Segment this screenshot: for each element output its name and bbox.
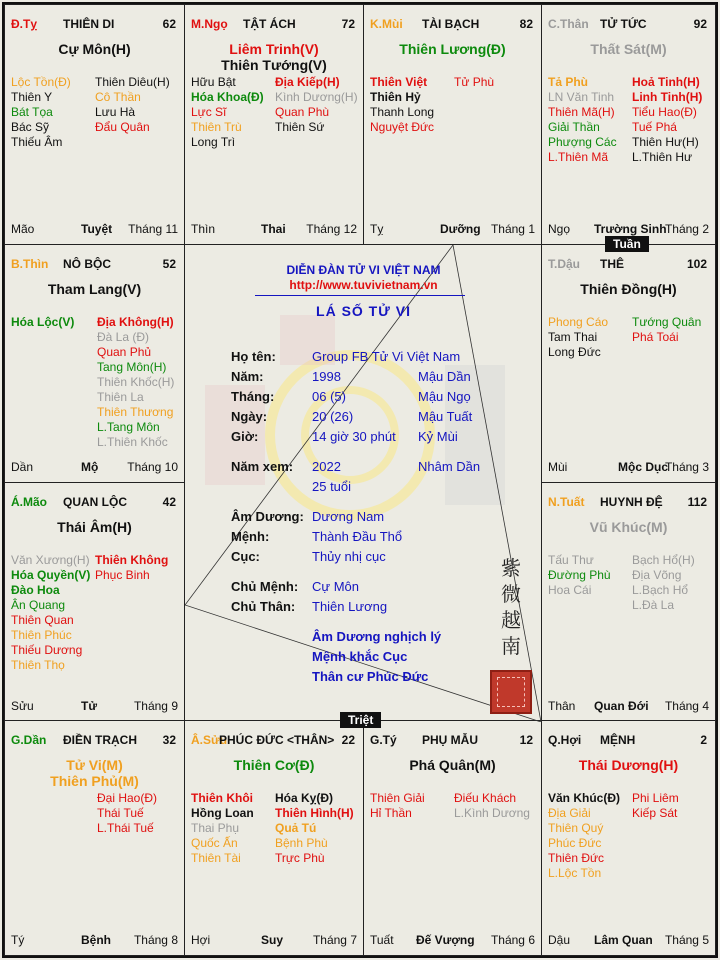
main-stars — [542, 519, 715, 535]
star: Tướng Quân — [632, 315, 702, 329]
palace-can: K.Mùi — [370, 17, 403, 31]
star: L.Lộc Tồn — [548, 866, 602, 880]
star: L.Thái Tuế — [97, 821, 154, 835]
star: Lộc Tồn(Đ) — [11, 75, 71, 89]
star: Cô Thần — [95, 90, 141, 104]
star: L.Thiên Hư — [632, 150, 693, 164]
palace-can: Á.Mão — [11, 495, 47, 509]
palace-mui[interactable] — [541, 244, 716, 483]
palace-branch: Ngọ — [548, 222, 571, 236]
star: Địa Giải — [548, 806, 591, 820]
star-column-left — [548, 315, 608, 360]
forum-title: DIỄN ĐÀN TỬ VI VIỆT NAM — [286, 263, 441, 277]
star-column-right — [632, 553, 695, 613]
star: Tử Phù — [454, 75, 495, 89]
star: Linh Tinh(H) — [632, 90, 703, 104]
star: Long Trì — [191, 135, 236, 149]
main-stars — [364, 757, 541, 773]
palace-month: Tháng 3 — [664, 460, 709, 474]
info-label: Năm: — [231, 369, 264, 384]
star: Quốc Ấn — [191, 836, 238, 850]
info-label: Cục: — [231, 549, 260, 564]
palace-number: 72 — [341, 17, 355, 31]
main-stars — [5, 281, 184, 297]
info-label: Tháng: — [231, 389, 275, 404]
main-stars — [5, 519, 184, 535]
star: Lực Sĩ — [191, 105, 227, 119]
star: Tả Phù — [548, 75, 589, 89]
star: Thiên Thọ — [11, 658, 65, 672]
star: Văn Khúc(Đ) — [548, 791, 620, 805]
palace-can: M.Ngọ — [191, 17, 228, 31]
star: L.Bạch Hổ — [632, 583, 689, 597]
star: Thiên Giải — [370, 791, 425, 805]
star-column-right — [454, 75, 494, 90]
star: Thiếu Âm — [11, 135, 63, 149]
palace-name: PHÚC ĐỨC <THÂN> — [219, 733, 335, 747]
palace-branch: Dậu — [548, 933, 571, 947]
palace-number: 62 — [162, 17, 176, 31]
info-label: Mệnh: — [231, 529, 270, 544]
info-label: Họ tên: — [231, 349, 276, 364]
main-star: Thất Sát(M) — [590, 41, 667, 57]
star: Bệnh Phù — [275, 836, 328, 850]
star-column-right — [97, 791, 157, 836]
star-column-left — [191, 791, 254, 866]
palace-branch: Hợi — [191, 933, 211, 947]
star: Phong Cáo — [548, 315, 609, 329]
palace-can: Đ.Tỵ — [11, 17, 38, 31]
star: Thái Tuế — [97, 806, 144, 820]
star: Thiên Hình(H) — [275, 806, 354, 820]
palace-ngo[interactable] — [541, 4, 716, 245]
star-column-left — [191, 75, 264, 150]
star: Thiên Phúc — [11, 628, 72, 642]
star: Văn Xương(H) — [11, 553, 90, 567]
red-seal — [490, 670, 532, 714]
palace-dan[interactable] — [4, 244, 185, 483]
main-star: Thiên Phủ(M) — [50, 773, 139, 789]
star-column-left — [548, 75, 617, 165]
star-column-left — [548, 553, 611, 598]
palace-tyy[interactable] — [4, 720, 185, 956]
info-value: 20 (26) — [312, 409, 354, 424]
star-column-left — [11, 315, 74, 330]
star: Lưu Hà — [95, 105, 136, 119]
star: Thiên Quý — [548, 821, 604, 835]
palace-phase: Lâm Quan — [594, 933, 653, 947]
palace-can: C.Thân — [548, 17, 589, 31]
star-column-left — [11, 75, 71, 150]
url-underline — [255, 295, 465, 296]
palace-month: Tháng 12 — [306, 222, 357, 236]
star: Đẩu Quân — [95, 120, 150, 134]
palace-than[interactable] — [541, 482, 716, 722]
star: Bát Tọa — [11, 105, 53, 119]
info-label: Chủ Thân: — [231, 599, 296, 614]
star: Thiên Khôi — [191, 791, 253, 805]
palace-can: Q.Hợi — [548, 733, 582, 747]
palace-thin[interactable] — [184, 4, 364, 245]
star: Hỉ Thần — [370, 806, 412, 820]
star: Nguyệt Đức — [370, 120, 435, 134]
star: Đà La (Đ) — [97, 330, 150, 344]
main-stars — [185, 41, 363, 73]
info-label: Năm xem: — [231, 459, 294, 474]
star: Thiếu Dương — [11, 643, 83, 657]
palace-phase: Suy — [261, 933, 284, 947]
star: Hóa Quyền(V) — [11, 568, 91, 582]
palace-number: 22 — [341, 733, 355, 747]
star-column-left — [548, 791, 620, 881]
star: Phá Toái — [632, 330, 679, 344]
palace-branch: Thân — [548, 699, 576, 713]
palace-month: Tháng 2 — [664, 222, 709, 236]
star: L.Tang Môn — [97, 420, 160, 434]
star: Địa Không(H) — [97, 315, 174, 329]
palace-phase: Đế Vượng — [416, 933, 475, 947]
star: Kình Dương(H) — [275, 90, 358, 104]
star: Phục Binh — [95, 568, 150, 582]
star: Tấu Thư — [548, 553, 594, 567]
forum-url[interactable]: http://www.tuvivietnam.vn — [289, 278, 438, 292]
palace-phase: Quan Đới — [594, 699, 649, 713]
info-label: Ngày: — [231, 409, 268, 424]
palace-month: Tháng 11 — [128, 222, 178, 236]
palace-branch: Tỵ — [370, 222, 384, 236]
info-label: Âm Dương: — [231, 509, 304, 524]
palace-month: Tháng 6 — [490, 933, 535, 947]
star: Thiên Hỷ — [370, 90, 421, 104]
info-value: Cự Môn — [312, 579, 359, 594]
star: Phúc Đức — [548, 836, 602, 850]
star: Thiên Y — [11, 90, 53, 104]
star: L.Thiên Mã — [548, 150, 609, 164]
info-value: Group FB Tử Vi Việt Nam — [312, 349, 461, 364]
palace-name: ĐIỀN TRẠCH — [63, 733, 137, 747]
palace-month: Tháng 7 — [312, 933, 357, 947]
main-star: Thiên Tướng(V) — [221, 57, 327, 73]
palace-name: TẬT ÁCH — [243, 17, 296, 31]
palace-number: 92 — [693, 17, 707, 31]
info-label: Chủ Mệnh: — [231, 579, 299, 594]
info-value: Thành Đầu Thổ — [312, 529, 403, 544]
palace-name: TÀI BẠCH — [422, 17, 480, 31]
palace-dau[interactable] — [541, 720, 716, 956]
star: L.Kình Dương — [454, 806, 530, 820]
seal-char: 越 — [501, 608, 521, 632]
palace-phase: Tuyệt — [81, 222, 113, 236]
star: Trực Phù — [275, 851, 325, 865]
palace-can: G.Tý — [370, 733, 397, 747]
chart-note: Thân cư Phúc Đức — [312, 669, 429, 684]
star-column-left — [370, 791, 425, 821]
star: Thiên Hư(H) — [632, 135, 699, 149]
star-column-left — [11, 553, 90, 673]
info-value: Dương Nam — [312, 509, 385, 524]
main-star: Phá Quân(M) — [409, 757, 496, 773]
palace-month: Tháng 1 — [490, 222, 535, 236]
star: Quả Tú — [275, 821, 317, 835]
star-column-right — [275, 791, 354, 866]
palace-can: T.Dậu — [548, 257, 581, 271]
star-column-left — [370, 75, 434, 135]
star: Hữu Bật — [191, 75, 236, 89]
chart-note: Mệnh khắc Cục — [312, 649, 408, 664]
palace-name: MỆNH — [600, 733, 636, 747]
star-column-right — [632, 315, 701, 345]
star: LN Văn Tinh — [548, 90, 615, 104]
star: Tang Môn(H) — [97, 360, 167, 374]
star: Tam Thai — [548, 330, 598, 344]
star: Đường Phù — [548, 568, 611, 582]
info-value-secondary: Mậu Ngọ — [418, 389, 471, 404]
star: Thiên Quan — [11, 613, 74, 627]
info-value: Thiên Lương — [312, 599, 388, 614]
palace-branch: Sửu — [11, 699, 34, 713]
star: Thiên Tài — [191, 851, 241, 865]
main-star: Thái Dương(H) — [578, 757, 679, 773]
palace-phase: Mộc Dục — [618, 460, 669, 474]
star: Thiên Trù — [191, 120, 242, 134]
seal-char: 紫 — [501, 556, 521, 580]
star: Quan Phù — [275, 105, 330, 119]
palace-phase: Dưỡng — [440, 222, 481, 236]
palace-hoi[interactable] — [184, 720, 364, 956]
info-value: 14 giờ 30 phút — [312, 429, 396, 444]
palace-number: 52 — [162, 257, 176, 271]
palace-month: Tháng 8 — [133, 933, 178, 947]
main-star: Thái Âm(H) — [57, 519, 132, 535]
info-value: Thủy nhị cục — [312, 549, 386, 564]
main-star: Tử Vi(M) — [66, 757, 123, 773]
center-panel — [185, 245, 542, 722]
star: Thiên Thương — [97, 405, 174, 419]
star: Hóa Kỵ(Đ) — [275, 791, 334, 805]
main-star: Thiên Lương(Đ) — [399, 41, 506, 57]
palace-phase: Tử — [81, 699, 98, 713]
main-star: Thiên Cơ(Đ) — [233, 757, 315, 773]
palace-branch: Mùi — [548, 460, 568, 474]
main-star: Cự Môn(H) — [58, 41, 131, 57]
palace-name: THIÊN DI — [63, 17, 115, 31]
palace-number: 12 — [519, 733, 533, 747]
palace-phase: Bệnh — [81, 933, 111, 947]
info-value: 2022 — [312, 459, 341, 474]
star: Thiên Khốc(H) — [97, 375, 175, 389]
palace-number: 32 — [162, 733, 176, 747]
chart-note: Âm Dương nghịch lý — [312, 629, 442, 644]
main-stars — [542, 41, 715, 57]
palace-number: 42 — [162, 495, 176, 509]
star-column-right — [95, 553, 168, 583]
palace-branch: Dần — [11, 460, 34, 474]
star-column-right — [95, 75, 170, 135]
star: Phượng Các — [548, 135, 617, 149]
main-star: Thiên Đồng(H) — [580, 281, 677, 297]
star: Long Đức — [548, 345, 601, 359]
star: Bạch Hổ(H) — [632, 553, 695, 567]
star: Đại Hao(Đ) — [97, 791, 158, 805]
info-label: Giờ: — [231, 429, 259, 444]
palace-phase: Thai — [261, 222, 286, 236]
star-column-right — [632, 75, 702, 165]
palace-name: QUAN LỘC — [63, 495, 127, 509]
palace-month: Tháng 5 — [664, 933, 709, 947]
main-stars — [542, 281, 715, 297]
palace-name: HUYNH ĐỆ — [600, 495, 663, 509]
palace-name: TỬ TỨC — [600, 17, 647, 31]
main-stars — [185, 757, 363, 773]
palace-can: B.Thìn — [11, 257, 49, 271]
main-stars — [5, 757, 184, 789]
palace-mao[interactable] — [4, 4, 185, 245]
palace-branch: Thìn — [191, 222, 216, 236]
triet-marker: Triệt — [340, 712, 381, 728]
palace-tuat[interactable] — [363, 720, 542, 956]
palace-name: PHỤ MẪU — [422, 733, 478, 747]
star: Hoa Cái — [548, 583, 592, 597]
info-value: 25 tuổi — [312, 479, 352, 494]
star: Tiểu Hao(Đ) — [632, 105, 697, 119]
palace-name: NÔ BỘC — [63, 257, 111, 271]
palace-phase: Mộ — [81, 460, 99, 474]
info-value-secondary: Nhâm Dần — [418, 459, 481, 474]
star: Giải Thần — [548, 120, 600, 134]
star: Thiên La — [97, 390, 144, 404]
palace-can: Â.Sửu — [191, 733, 228, 747]
star: Đào Hoa — [11, 583, 60, 597]
star: Hồng Loan — [191, 806, 254, 820]
palace-branch: Tý — [11, 933, 25, 947]
seal-char: 微 — [501, 582, 521, 606]
star: Địa Võng — [632, 568, 682, 582]
main-star: Vũ Khúc(M) — [589, 519, 668, 535]
chart-title: LÁ SỐ TỬ VI — [316, 303, 411, 319]
palace-suu[interactable] — [4, 482, 185, 722]
star: Thiên Không — [95, 553, 169, 567]
star: Phi Liêm — [632, 791, 679, 805]
tu-vi-chart — [2, 2, 718, 958]
info-value: 06 (5) — [312, 389, 346, 404]
info-value: 1998 — [312, 369, 341, 384]
star: Thiên Việt — [370, 75, 428, 89]
info-value-secondary: Mậu Tuất — [418, 409, 473, 424]
info-value-secondary: Mậu Dần — [418, 369, 471, 384]
star: Hóa Khoa(Đ) — [191, 90, 264, 104]
star: L.Thiên Khốc — [97, 435, 168, 449]
star-column-right — [632, 791, 679, 821]
star: Thiên Diêu(H) — [95, 75, 170, 89]
palace-number: 82 — [519, 17, 533, 31]
palace-number: 2 — [700, 733, 707, 747]
star-column-right — [454, 791, 530, 821]
palace-can: G.Dần — [11, 733, 47, 747]
star: Ân Quang — [11, 598, 66, 612]
star: Tuế Phá — [632, 120, 677, 134]
seal-char: 南 — [501, 634, 521, 658]
palace-branch: Mão — [11, 222, 35, 236]
star: Địa Kiếp(H) — [275, 75, 340, 89]
palace-number: 112 — [687, 495, 707, 509]
palace-branch: Tuất — [370, 933, 394, 947]
star: Thiên Đức — [548, 851, 605, 865]
star: Hoả Tinh(H) — [632, 75, 700, 89]
star: Quan Phủ — [97, 345, 152, 359]
palace-month: Tháng 9 — [133, 699, 178, 713]
star: Thanh Long — [370, 105, 435, 119]
palace-name: THÊ — [600, 257, 624, 271]
main-star: Liêm Trinh(V) — [229, 41, 319, 57]
star-column-right — [97, 315, 174, 450]
palace-phase: Trường Sinh — [594, 222, 667, 236]
main-stars — [5, 41, 184, 57]
palace-month: Tháng 10 — [127, 460, 178, 474]
star: Thiên Mã(H) — [548, 105, 615, 119]
star: Điếu Khách — [454, 791, 517, 805]
tuan-marker: Tuần — [605, 236, 649, 252]
info-value-secondary: Kỷ Mùi — [418, 429, 458, 444]
main-stars — [542, 757, 715, 773]
star: Thiên Sứ — [275, 120, 325, 134]
star: L.Đà La — [632, 598, 675, 612]
main-star: Tham Lang(V) — [47, 281, 142, 297]
star: Hóa Lộc(V) — [11, 315, 75, 329]
main-stars — [364, 41, 541, 57]
star-column-right — [275, 75, 358, 135]
palace-can: N.Tuất — [548, 495, 585, 509]
palace-number: 102 — [686, 257, 707, 271]
star: Kiếp Sát — [632, 806, 678, 820]
seal-chars — [499, 555, 523, 659]
star: Thai Phụ — [191, 821, 240, 835]
palace-month: Tháng 4 — [664, 699, 709, 713]
star: Bác Sỹ — [11, 120, 50, 134]
palace-ty[interactable] — [363, 4, 542, 245]
